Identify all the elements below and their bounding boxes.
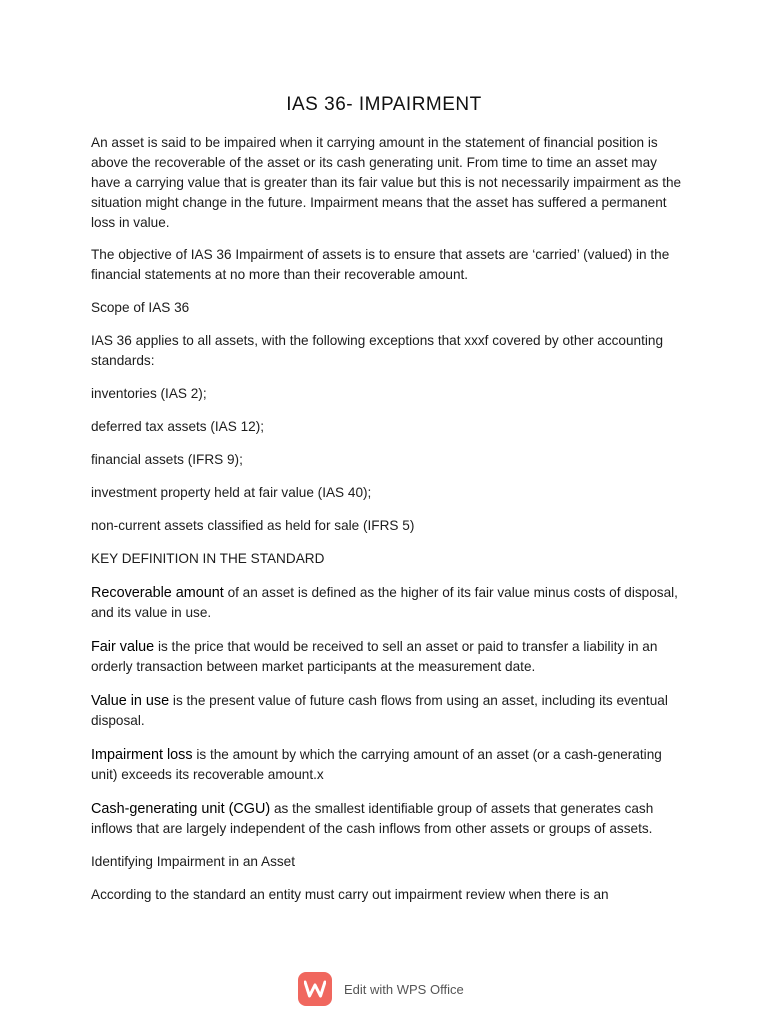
definition-recoverable-amount [91, 583, 689, 623]
document-title: IAS 36- IMPAIRMENT [286, 94, 482, 115]
wps-edit-banner[interactable] [298, 971, 464, 1007]
definition-text: as the smallest identifiable group of assets that generates cash inflows that are largely independent of the cash inflows from other assets or groups of assets. [91, 801, 654, 836]
definition-term: Recoverable amount [91, 585, 224, 601]
exception-item: deferred tax assets (IAS 12); [91, 419, 265, 434]
definition-term: Cash-generating unit (CGU) [91, 801, 271, 817]
definition-term: Impairment loss [91, 747, 193, 763]
objective-paragraph: The objective of IAS 36 Impairment of assets is to ensure that assets are ‘carried’ (valued) in the financial statements at no more than their recoverable amount. [91, 247, 670, 282]
scope-paragraph: IAS 36 applies to all assets, with the following exceptions that xxxf covered by other accounting standards: [91, 333, 664, 368]
definition-impairment-loss [91, 745, 689, 785]
definition-value-in-use [91, 691, 689, 731]
definition-text: is the present value of future cash flows from using an asset, including its eventual disposal. [91, 693, 668, 728]
definition-text: is the price that would be received to sell an asset or paid to transfer a liability in an orderly transaction between market participants at the measurement date. [91, 639, 658, 674]
exception-item: investment property held at fair value (IAS 40); [91, 485, 372, 500]
definition-cgu [91, 799, 689, 839]
wps-office-logo-icon [298, 972, 332, 1006]
definition-term: Fair value [91, 639, 155, 655]
edit-with-wps-label: Edit with WPS Office [344, 981, 464, 997]
intro-paragraph: An asset is said to be impaired when it carrying amount in the statement of financial position is above the recoverable of the asset or its cash generating unit. From time to time an asset may have a carrying value that is greater than its fair value but this is not necessarily impairment as the situation might change in the future. Impairment means that the asset has suffered a permanent loss in value. [91, 135, 682, 230]
definitions-heading: KEY DEFINITION IN THE STANDARD [91, 551, 325, 566]
identifying-paragraph: According to the standard an entity must carry out impairment review when there is an [91, 887, 609, 902]
scope-heading: Scope of IAS 36 [91, 300, 190, 315]
definition-term: Value in use [91, 693, 170, 709]
definition-text: of an asset is defined as the higher of its fair value minus costs of disposal, and its value in use. [91, 585, 678, 620]
definition-text: is the amount by which the carrying amount of an asset (or a cash-generating unit) exceeds its recoverable amount.x [91, 747, 662, 782]
exception-item: inventories (IAS 2); [91, 386, 207, 401]
exception-item: non-current assets classified as held for sale (IFRS 5) [91, 518, 415, 533]
identifying-heading: Identifying Impairment in an Asset [91, 854, 296, 869]
exception-item: financial assets (IFRS 9); [91, 452, 243, 467]
document-body [91, 133, 689, 905]
definition-fair-value [91, 637, 689, 677]
